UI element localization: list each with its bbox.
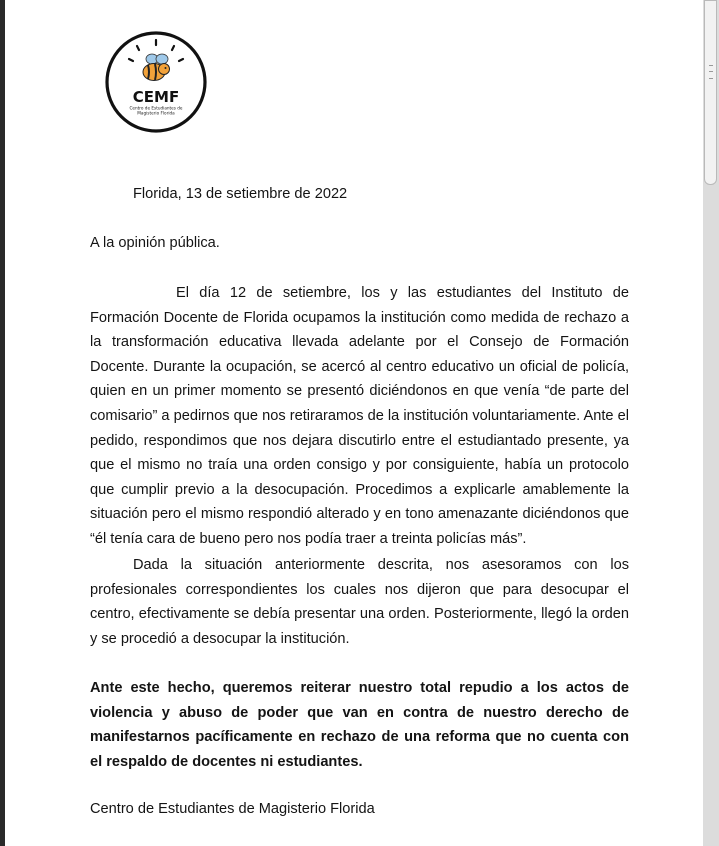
logo-subtitle-line1: Centro de Estudiantes de [129, 105, 183, 111]
logo-subtitle-line2: Magisterio Florida [137, 110, 175, 116]
cemf-logo [104, 30, 208, 134]
vertical-scrollbar[interactable] [704, 0, 717, 185]
letter-paragraph-2: Dada la situación anteriormente descrita, nos asesoramos con los profesionales correspondientes los cuales nos dijeron que para desocupar el centro, efectivamente se debía presentar una orden. Posteriormente, llegó la orden y se procedió a desocupar la institución. [90, 557, 629, 647]
letter-date: Florida, 13 de setiembre de 2022 [133, 186, 348, 202]
letter-paragraph-1: El día 12 de setiembre, los y las estudiantes del Instituto de Formación Docente de Florida ocupamos la institución como medida de rechazo a la transformación educativa llevada adelante por el Consejo de Formación Docente. Durante la ocupación, se acercó al centro educativo un oficial de policía, quien en un primer momento se presentó diciéndonos en que venía “de parte del comisario” a pedirnos que nos retiraramos de la institución voluntariamente. Ante el pedido, respondimos que nos dejara discutirlo entre el estudiantado presente, ya que el mismo no traía una orden consigo y por consiguiente, había un protocolo que cumplir previo a la desocupación. Procedimos a explicarle amablemente la situación pero el mismo respondió alterado y en tono amenazante diciéndonos que “él tenía cara de bueno pero nos podía traer a treinta policías más”. [90, 285, 629, 547]
letter-salutation: A la opinión pública. [90, 235, 220, 251]
letter-signature: Centro de Estudiantes de Magisterio Florida [90, 801, 375, 817]
letter-paragraph-3: Ante este hecho, queremos reiterar nuestro total repudio a los actos de violencia y abuso de poder que van en contra de nuestro derecho de manifestarnos pacíficamente en rechazo de una reforma que no cuenta con el respaldo de docentes ni estudiantes. [90, 680, 629, 770]
logo-acronym: CEMF [132, 88, 180, 106]
scrollbar-grip-icon [709, 65, 713, 79]
